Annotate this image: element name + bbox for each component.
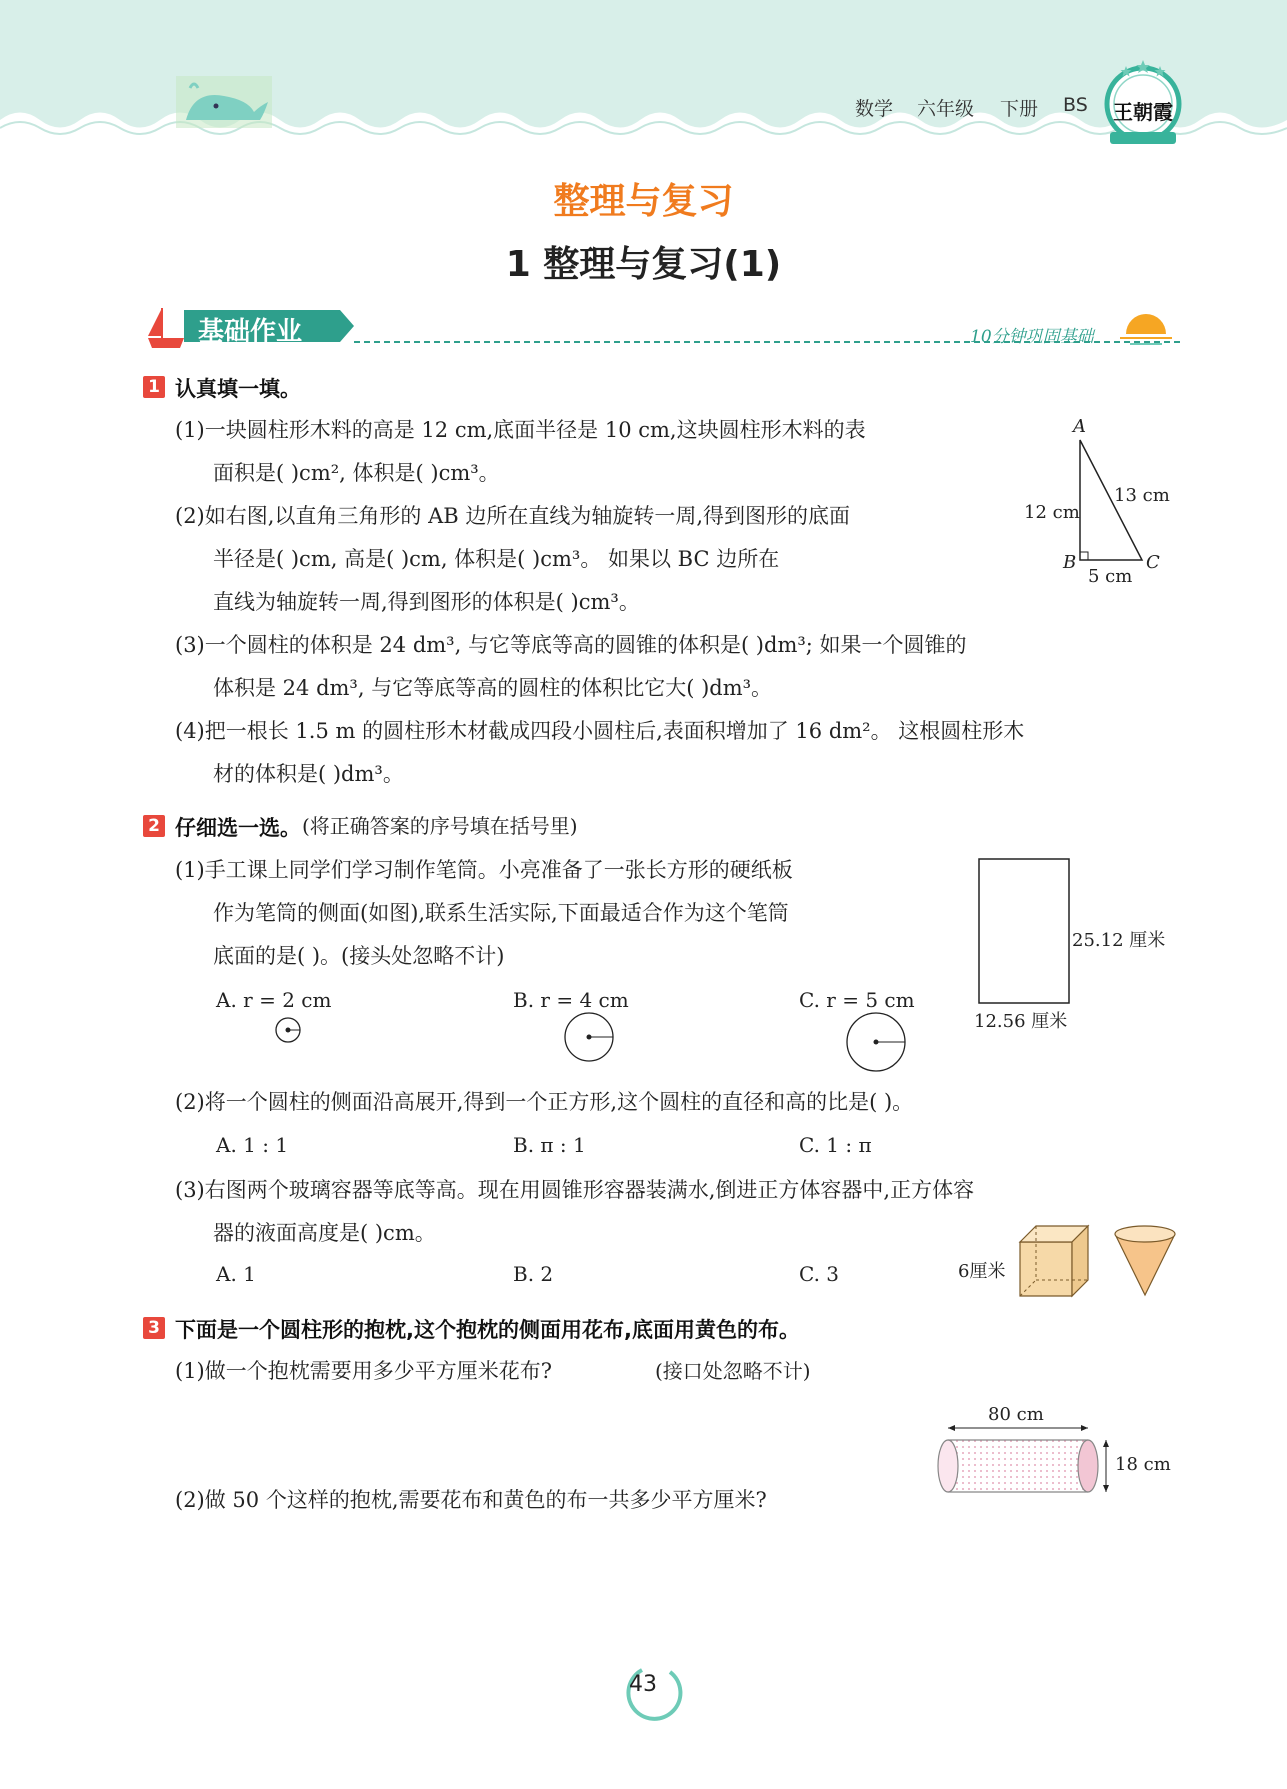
q2-part1-line1: (1)手工课上同学们学习制作笔筒。小亮准备了一张长方形的硬纸板 <box>175 858 793 882</box>
triangle-vertex-c: C <box>1146 552 1160 573</box>
question-number-3: 3 <box>143 1317 165 1339</box>
rectangle-height-label: 25.12 厘米 <box>1072 930 1166 951</box>
cylinder-pillow-figure <box>930 1420 1110 1500</box>
q1-part3-line1: (3)一个圆柱的体积是 24 dm³, 与它等底等高的圆锥的体积是( )dm³; 如果一个圆锥的 <box>175 633 967 657</box>
q2-part3-option-a: A. 1 <box>216 1262 256 1286</box>
lesson-title: 1 整理与复习(1) <box>505 244 782 285</box>
cube-container-figure <box>1016 1222 1094 1300</box>
cardboard-rectangle-figure <box>978 858 1072 1006</box>
sailboat-icon <box>148 308 184 348</box>
cone-container-figure <box>1112 1222 1178 1298</box>
triangle-vertex-b: B <box>1063 552 1077 573</box>
q2-part3-option-c: C. 3 <box>799 1262 840 1286</box>
book-volume: 下册 <box>1000 98 1039 120</box>
q2-part1-option-c: C. r = 5 cm <box>799 988 915 1012</box>
q1-part1-line2: 面积是( )cm², 体积是( )cm³。 <box>213 461 500 485</box>
unit-title: 整理与复习 <box>553 181 734 222</box>
question-title-2: 仔细选一选。 <box>175 816 301 840</box>
triangle-side-bc: 5 cm <box>1088 566 1133 587</box>
q1-part1-line1: (1)一块圆柱形木料的高是 12 cm,底面半径是 10 cm,这块圆柱形木料的表 <box>175 418 866 442</box>
book-subject: 数学 <box>855 98 894 120</box>
cube-label: 6厘米 <box>958 1261 1006 1282</box>
book-grade: 六年级 <box>917 98 975 120</box>
q3-part2: (2)做 50 个这样的抱枕,需要花布和黄色的布一共多少平方厘米? <box>175 1488 767 1512</box>
q2-part1-line3: 底面的是( )。(接头处忽略不计) <box>213 944 505 968</box>
q2-part1-line2: 作为笔筒的侧面(如图),联系生活实际,下面最适合作为这个笔筒 <box>213 901 789 925</box>
page-number: 43 <box>629 1672 657 1697</box>
section-label: 基础作业 <box>198 317 303 347</box>
triangle-side-ab: 12 cm <box>1024 502 1080 523</box>
q2-part2-line1: (2)将一个圆柱的侧面沿高展开,得到一个正方形,这个圆柱的直径和高的比是( )。 <box>175 1090 914 1114</box>
q1-part2-line3: 直线为轴旋转一周,得到图形的体积是( )cm³。 <box>213 590 640 614</box>
q1-part4-line2: 材的体积是( )dm³。 <box>213 762 404 786</box>
question-title-2-note: (将正确答案的序号填在括号里) <box>302 814 578 838</box>
q2-part1-option-b: B. r = 4 cm <box>513 988 629 1012</box>
question-number-1: 1 <box>143 376 165 398</box>
question-title-1: 认真填一填。 <box>175 377 301 401</box>
question-title-3: 下面是一个圆柱形的抱枕,这个抱枕的侧面用花布,底面用黄色的布。 <box>175 1318 800 1342</box>
section-note: 10分钟巩固基础 <box>970 327 1094 347</box>
q2-part3-line2: 器的液面高度是( )cm。 <box>213 1221 436 1245</box>
triangle-side-ac: 13 cm <box>1114 485 1170 506</box>
pillow-diameter-label: 18 cm <box>1115 1454 1171 1475</box>
q2-part1-option-a: A. r = 2 cm <box>216 988 332 1012</box>
q2-part2-option-b: B. π : 1 <box>513 1133 586 1157</box>
whale-icon <box>176 76 272 128</box>
q2-part3-line1: (3)右图两个玻璃容器等底等高。现在用圆锥形容器装满水,倒进正方体容器中,正方体容 <box>175 1178 975 1202</box>
q2-part2-option-c: C. 1 : π <box>799 1133 872 1157</box>
circle-r5-figure <box>844 1010 908 1074</box>
q1-part3-line2: 体积是 24 dm³, 与它等底等高的圆柱的体积比它大( )dm³。 <box>213 676 773 700</box>
q1-part2-line2: 半径是( )cm, 高是( )cm, 体积是( )cm³。 如果以 BC 边所在 <box>213 547 780 571</box>
circle-r2-figure <box>273 1015 303 1045</box>
q3-part1-note: (接口处忽略不计) <box>655 1359 811 1383</box>
q1-part4-line1: (4)把一根长 1.5 m 的圆柱形木材截成四段小圆柱后,表面积增加了 16 dm²。 这根圆柱形木 <box>175 719 1025 743</box>
circle-r4-figure <box>562 1010 616 1064</box>
q2-part3-option-b: B. 2 <box>513 1262 554 1286</box>
sunrise-icon <box>1120 314 1172 344</box>
publisher-logo-text: 王朝霞 <box>1113 100 1173 124</box>
triangle-vertex-a: A <box>1073 416 1086 437</box>
pillow-length-label: 80 cm <box>988 1404 1044 1425</box>
book-edition: BS <box>1063 94 1088 116</box>
question-number-2: 2 <box>143 815 165 837</box>
q1-part2-line1: (2)如右图,以直角三角形的 AB 边所在直线为轴旋转一周,得到图形的底面 <box>175 504 851 528</box>
q2-part2-option-a: A. 1 : 1 <box>216 1133 289 1157</box>
rectangle-width-label: 12.56 厘米 <box>974 1011 1068 1032</box>
q3-part1: (1)做一个抱枕需要用多少平方厘米花布? <box>175 1359 553 1383</box>
